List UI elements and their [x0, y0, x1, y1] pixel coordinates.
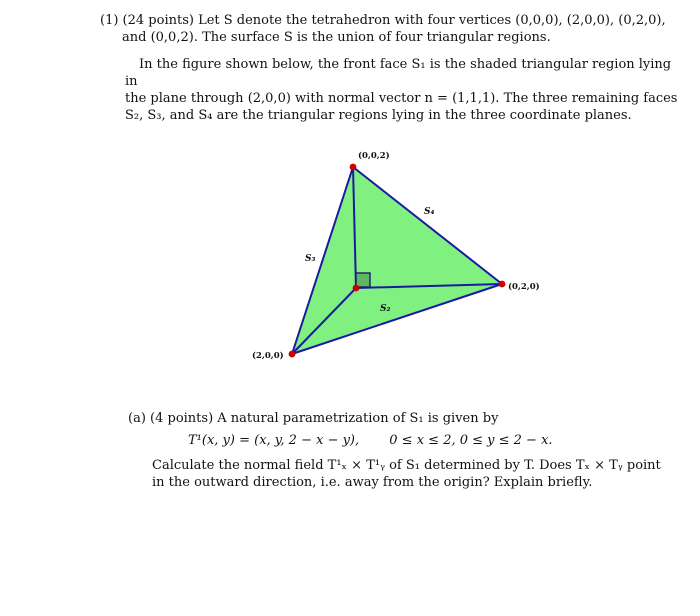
right-angle-marker	[356, 273, 370, 287]
vertex-top	[350, 164, 357, 171]
problem-intro-line1: (1) (24 points) Let S denote the tetrahedron with four vertices (0,0,0), (2,0,0), (0,2,0),	[100, 13, 666, 28]
part-a-question-line2: in the outward direction, i.e. away from the origin? Explain briefly.	[152, 475, 593, 490]
figure-description-line2: the plane through (2,0,0) with normal vector n = (1,1,1). The three remaining faces	[125, 91, 678, 106]
figure-description-line1: In the figure shown below, the front face S₁ is the shaded triangular region lying in	[125, 57, 672, 89]
face-s4-label: S₄	[424, 207, 435, 217]
face-s2-label: S₂	[380, 304, 391, 314]
vertex-right	[499, 281, 506, 288]
problem-intro-line2: and (0,0,2). The surface S is the union of four triangular regions.	[122, 30, 551, 45]
vertex-top-label: (0,0,2)	[358, 151, 390, 161]
part-a-heading: (a) (4 points) A natural parametrization of S₁ is given by	[128, 411, 499, 426]
figure-description-line3: S₂, S₃, and S₄ are the triangular regions lying in the three coordinate planes.	[125, 108, 632, 123]
vertex-right-label: (0,2,0)	[508, 282, 540, 292]
part-a-question	[152, 457, 687, 491]
part-a-question-line1: Calculate the normal field T¹ₓ × T¹ᵧ of S₁ determined by T. Does Tₓ × Tᵧ point	[152, 458, 661, 473]
face-s3-label: S₃	[305, 254, 316, 264]
vertex-origin	[353, 285, 360, 292]
vertex-left-label: (2,0,0)	[252, 351, 284, 361]
part-a-formula: T¹(x, y) = (x, y, 2 − x − y), 0 ≤ x ≤ 2, 0 ≤ y ≤ 2 − x.	[188, 433, 553, 448]
vertex-left	[289, 351, 296, 358]
